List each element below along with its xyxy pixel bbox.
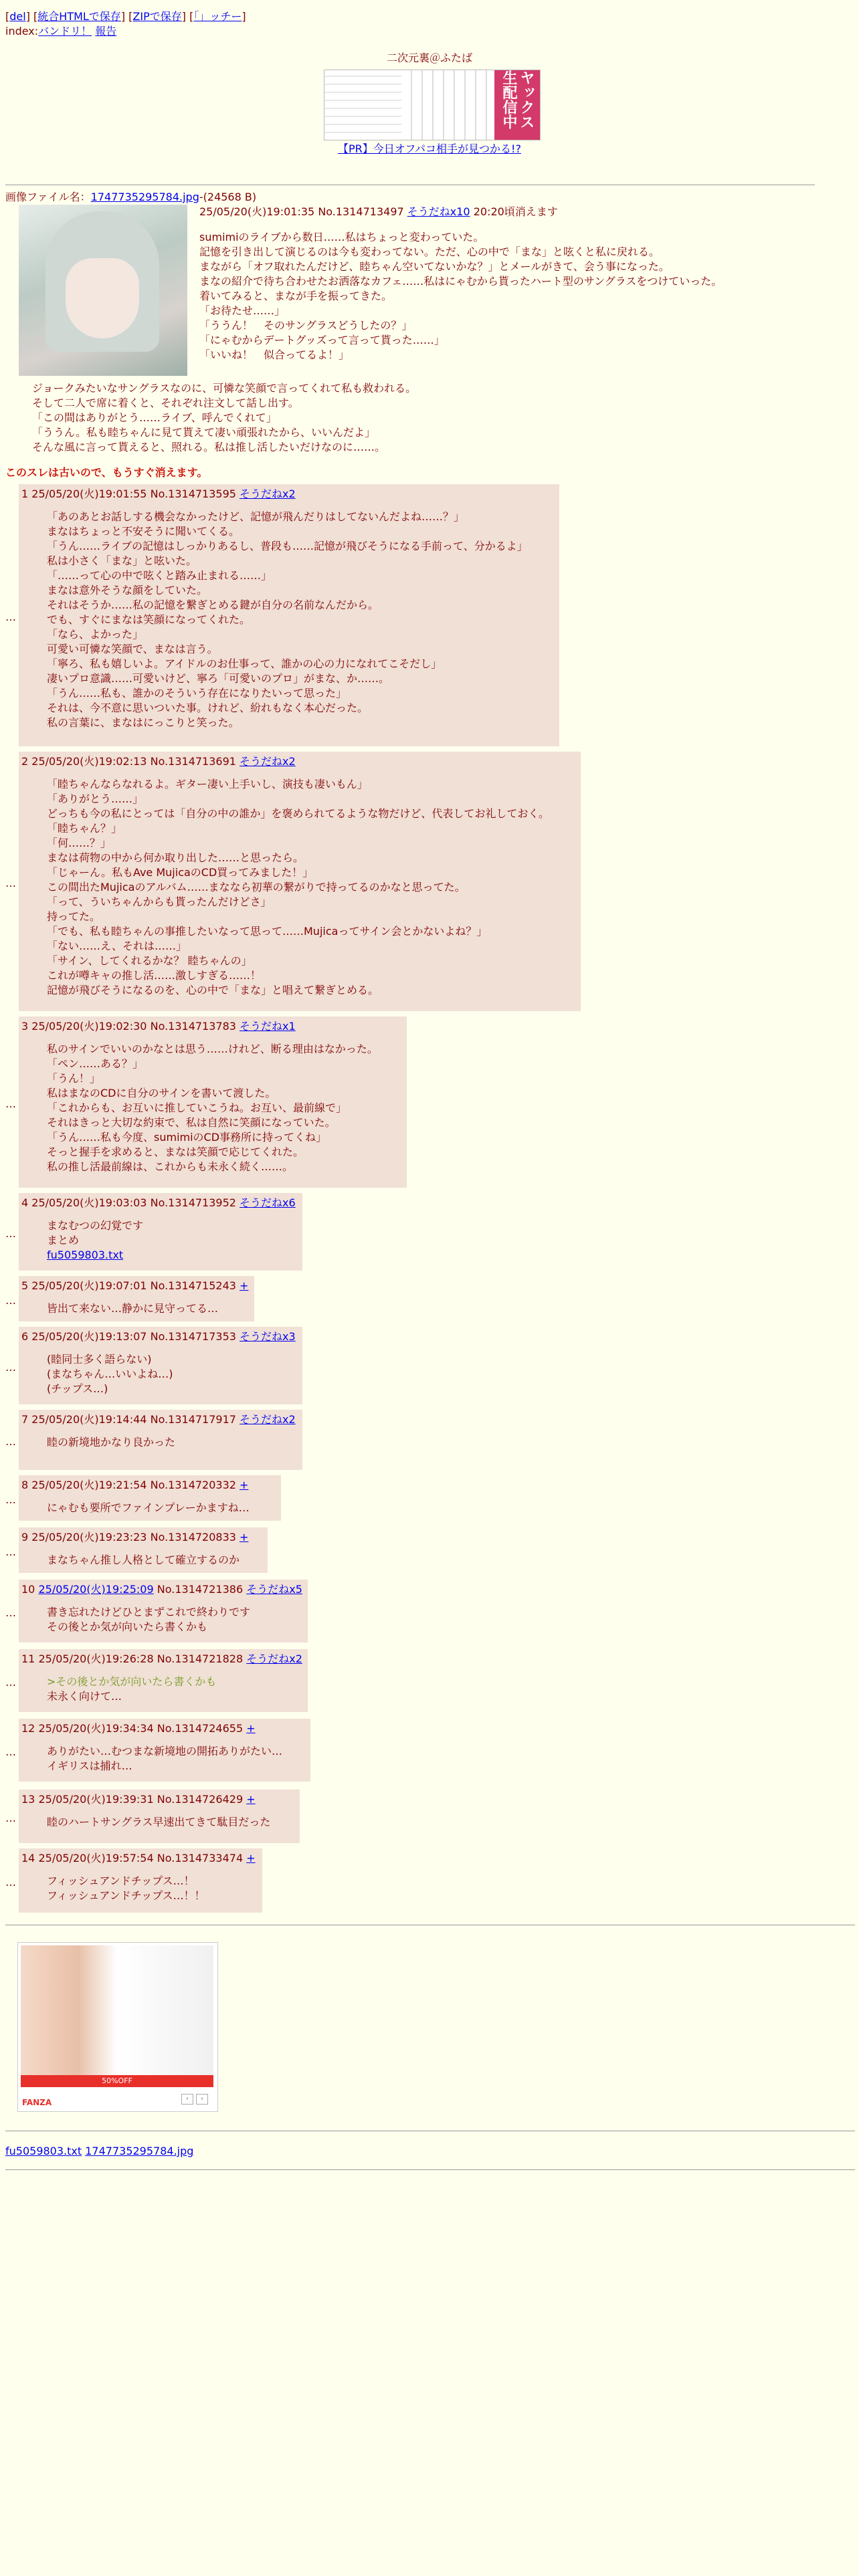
reply-body: 睦の新境地かなり良かった <box>47 1436 176 1448</box>
reply-no: No.1314720332 <box>150 1479 236 1491</box>
board-link[interactable]: バンドリ！ <box>38 25 92 37</box>
reply-post <box>19 1410 302 1470</box>
reply-indent-dots: … <box>5 611 16 623</box>
sod-button[interactable]: そうだねx1 <box>240 1020 296 1033</box>
reply-date: 25/05/20(火)19:57:54 <box>38 1852 154 1864</box>
reply-date: 25/05/20(火)19:23:23 <box>31 1531 147 1543</box>
op-expire: 20:20頃消えます <box>473 205 558 218</box>
reply-no: No.1314733474 <box>157 1852 244 1864</box>
sod-button[interactable]: そうだねx3 <box>240 1330 296 1343</box>
op-header <box>199 205 558 219</box>
reply-header <box>21 1582 302 1597</box>
reply-post <box>19 752 581 1011</box>
reply-number: 9 <box>21 1531 29 1543</box>
reply-number: 14 <box>21 1852 35 1864</box>
sod-button[interactable]: + <box>240 1279 249 1292</box>
sod-button[interactable]: そうだねx5 <box>246 1583 302 1596</box>
reply-header <box>21 754 296 769</box>
reply-number: 2 <box>21 755 29 768</box>
footer-file-link[interactable]: 1747735295784.jpg <box>85 2145 194 2157</box>
reply-header <box>21 1652 302 1667</box>
op-date: 25/05/20(火)19:01:35 <box>199 205 315 218</box>
reply-post <box>19 1580 308 1642</box>
ad-image[interactable] <box>21 1945 213 2086</box>
ad-next-button[interactable]: › <box>196 2094 208 2105</box>
reply-indent-dots: … <box>5 1227 16 1240</box>
reply-date: 25/05/20(火)19:03:03 <box>31 1196 147 1209</box>
pr-link-line <box>0 142 859 156</box>
save-html-link[interactable]: 統合HTMLで保存 <box>37 10 121 23</box>
reply-indent-dots: … <box>5 1545 16 1558</box>
attachment-link[interactable]: fu5059803.txt <box>47 1249 124 1261</box>
reply-indent-dots: … <box>5 1606 16 1619</box>
reply-no: No.1314724655 <box>157 1722 244 1735</box>
reply-header <box>21 1721 256 1736</box>
reply-date: 25/05/20(火)19:26:28 <box>38 1652 154 1665</box>
reply-header <box>21 487 296 502</box>
file-label: 画像ファイル名： <box>5 191 91 203</box>
reply-quote: >その後とか気が向いたら書くかも <box>47 1675 217 1688</box>
reply-post <box>19 1719 310 1782</box>
pr-banner[interactable] <box>324 70 541 140</box>
sod-button[interactable]: そうだねx2 <box>240 488 296 500</box>
reply-header <box>21 1851 256 1866</box>
reply-body: 睦のハートサングラス早速出てきて駄目だった <box>47 1816 271 1828</box>
reply-number: 4 <box>21 1196 29 1209</box>
sod-button[interactable]: + <box>240 1479 249 1491</box>
page-title: 二次元裏＠ふたば <box>386 51 472 64</box>
reply-date[interactable]: 25/05/20(火)19:25:09 <box>38 1583 154 1596</box>
reply-body: ありがたい…むつまな新境地の開拓ありがたい… イギリスは捕れ… <box>47 1745 283 1772</box>
file-size: -(24568 B) <box>199 191 257 203</box>
reply-body: フィッシュアンドチップス…！ フィッシュアンドチップス…！！ <box>47 1874 205 1902</box>
reply-date: 25/05/20(火)19:34:34 <box>38 1722 154 1735</box>
op-no: No.1314713497 <box>318 205 404 218</box>
divider <box>5 2169 855 2170</box>
index-line <box>5 24 116 39</box>
reply-indent-dots: … <box>5 877 16 889</box>
reply-number: 7 <box>21 1413 29 1426</box>
reply-date: 25/05/20(火)19:01:55 <box>31 488 147 500</box>
reply-no: No.1314713783 <box>150 1020 236 1033</box>
reply-post <box>19 1327 302 1404</box>
reply-post <box>19 1790 300 1843</box>
reply-post <box>19 1193 302 1271</box>
reply-post <box>19 1276 254 1321</box>
reply-indent-dots: … <box>5 1812 16 1824</box>
reply-header <box>21 1792 256 1807</box>
reply-date: 25/05/20(火)19:02:13 <box>31 755 147 768</box>
op-file-line <box>5 190 256 205</box>
ad-sale-label: 50%OFF <box>21 2075 213 2087</box>
reply-header <box>21 1279 248 1293</box>
reply-body: まなむつの幻覚です まとめ <box>47 1219 144 1247</box>
reply-no: No.1314721386 <box>157 1583 244 1596</box>
reply-no: No.1314721828 <box>157 1652 244 1665</box>
reply-post <box>19 1475 281 1521</box>
reply-indent-dots: … <box>5 1493 16 1506</box>
sod-button[interactable]: そうだねx2 <box>246 1652 302 1665</box>
top-links: [del] [統合HTMLで保存] [ZIPで保存] [「」ッチー] <box>5 10 246 23</box>
reply-header <box>21 1412 296 1427</box>
reply-indent-dots: … <box>5 1294 16 1307</box>
footer-file-link[interactable]: fu5059803.txt <box>5 2145 82 2157</box>
op-file-link[interactable]: 1747735295784.jpg <box>90 191 199 203</box>
reply-no: No.1314713691 <box>150 755 236 768</box>
reply-no: No.1314715243 <box>150 1279 236 1292</box>
op-sod-button[interactable]: そうだねx10 <box>407 205 470 218</box>
reply-date: 25/05/20(火)19:02:30 <box>31 1020 147 1033</box>
reply-date: 25/05/20(火)19:14:44 <box>31 1413 147 1426</box>
reply-date: 25/05/20(火)19:07:01 <box>31 1279 147 1292</box>
reply-post <box>19 1016 407 1188</box>
reply-number: 1 <box>21 488 29 500</box>
reply-date: 25/05/20(火)19:21:54 <box>31 1479 147 1491</box>
reply-body: 「睦ちゃんならなれるよ。ギター凄い上手いし、演技も凄いもん」 「ありがとう……」 どっちも今の私にとっては「自分の中の誰か」を褒められてるような物だけど、代表してお礼しておく。 「睦ちゃん？」 「何……？」 まなは荷物の中から何か取り出した……と思ったら。 「じゃーん。私もAve MujicaのCD買ってみました！」 この間出たMujicaのアルバム……まななら初華の繋がりで持ってるのかなと思ってた。 「って、ういちゃんからも貰ったんだけどさ」 持ってた。 「でも、私も睦ちゃんの事推したいなって思って……Mujicaってサイン会とかないよね？」 「ない……え、それは……」 「サイン、してくれるかな？ 睦ちゃんの」 これが噂キャの推し活……激しすぎる……！ 記憶が飛びそうになるのを、心の中で「まな」と唱えて繋ぎとめる。 <box>47 778 550 996</box>
banner-panel-2 <box>401 70 494 140</box>
reply-no: No.1314713952 <box>150 1196 236 1209</box>
ad-prev-button[interactable]: ‹ <box>181 2094 193 2105</box>
expiry-warning: このスレは古いので、もうすぐ消えます。 <box>5 466 208 479</box>
sod-button[interactable]: + <box>246 1722 256 1735</box>
op-thumbnail[interactable] <box>19 205 187 376</box>
ad-box[interactable] <box>17 1942 218 2112</box>
pr-link[interactable]: 【PR】今日オフパコ相手が見つかる!? <box>338 142 521 155</box>
reply-post <box>19 484 559 746</box>
reply-number: 3 <box>21 1020 29 1033</box>
reply-header <box>21 1478 248 1493</box>
reply-body: にゃむも要所でファインプレーかますね… <box>47 1501 250 1514</box>
reply-body: まなちゃん推し人格として確立するのか <box>47 1553 240 1566</box>
reply-indent-dots: … <box>5 1876 16 1889</box>
edge-link[interactable]: 「」ッチー <box>193 10 242 23</box>
reply-indent-dots: … <box>5 1745 16 1758</box>
reply-post <box>19 1527 268 1573</box>
reply-number: 12 <box>21 1722 35 1735</box>
banner-side-text: ヤックス生配信中 <box>494 70 540 140</box>
banner-panel-1 <box>324 70 401 140</box>
reply-no: No.1314717353 <box>150 1330 236 1343</box>
sod-button[interactable]: そうだねx2 <box>240 1413 296 1426</box>
reply-date: 25/05/20(火)19:39:31 <box>38 1793 154 1806</box>
reply-body: 書き忘れたけどひとまずこれで終わりです その後とか気が向いたら書くかも <box>47 1606 251 1633</box>
reply-body: 私のサインでいいのかなとは思う……けれど、断る理由はなかった。 「ペン……ある？」 「うん！」 私はまなのCDに自分のサインを書いて渡した。 「これからも、お互いに推していこうね。お互い、最前線で」 それはきっと大切な約束で、私は自然に笑顔になっていた。 「うん……私も今度、sumimiのCD事務所に持ってくね」 そっと握手を求めると、まなは笑顔で応じてくれた。 私の推し活最前線は、これからも未永く続く……。 <box>47 1043 378 1173</box>
reply-indent-dots: … <box>5 1676 16 1689</box>
reply-header <box>21 1329 296 1344</box>
save-zip-link[interactable]: ZIPで保存 <box>132 10 182 23</box>
reply-no: No.1314713595 <box>150 488 236 500</box>
sod-button[interactable]: + <box>240 1531 249 1543</box>
reply-post <box>19 1848 262 1913</box>
sod-button[interactable]: そうだねx2 <box>240 755 296 768</box>
reply-header <box>21 1196 296 1210</box>
footer-files <box>5 2144 193 2159</box>
reply-body: 皆出て来ない…静かに見守ってる… <box>47 1302 219 1315</box>
reply-post <box>19 1649 308 1712</box>
index-label: index: <box>5 25 39 37</box>
reply-no: No.1314726429 <box>157 1793 244 1806</box>
sod-button[interactable]: + <box>246 1852 256 1864</box>
reply-number: 5 <box>21 1279 29 1292</box>
reply-indent-dots: … <box>5 1097 16 1110</box>
reply-no: No.1314717917 <box>150 1413 236 1426</box>
reply-body: 未永く向けて… <box>47 1690 122 1703</box>
del-link[interactable]: del <box>9 10 26 23</box>
reply-body: 「あのあとお話しする機会なかったけど、記憶が飛んだりはしてないんだよね……？」 まなはちょっと不安そうに聞いてくる。 「うん……ライブの記憶はしっかりあるし、普段も……記憶が飛びそうになる手前って、分かるよ」 私は小さく「まな」と呟いた。 「……って心の中で呟くと踏み止まれる……」 まなは意外そうな顔をしていた。 それはそうか……私の記憶を繋ぎとめる鍵が自分の名前なんだから。 でも、すぐにまなは笑顔になってくれた。 「なら、よかった」 可愛い可憐な笑顔で、まなは言う。 「寧ろ、私も嬉しいよ。アイドルのお仕事って、誰かの心の力になれてこそだし」 凄いプロ意識……可愛いけど、寧ろ「可愛いのプロ」がまな、か……。 「うん……私も、誰かのそういう存在になりたいって思った」 それは、今不意に思いついた事。けれど、紛れもなく本心だった。 私の言葉に、まなはにっこりと笑った。 <box>47 510 528 729</box>
op-body-continued: ジョークみたいなサングラスなのに、可憐な笑顔で言ってくれて私も救われる。 そして二人で席に着くと、それぞれ注文して話し出す。 「この間はありがとう……ライブ、呼んでくれて」 「ううん。私も睦ちゃんに見て貰えて凄い頑張れたから、いいんだよ」 そんな風に言って貰えると、照れる。私は推し活したいだけなのに……。 <box>32 382 417 453</box>
reply-number: 13 <box>21 1793 35 1806</box>
reply-body: (睦同士多く語らない) (まなちゃん…いいよね…) (チップス…) <box>47 1353 173 1395</box>
reply-date: 25/05/20(火)19:13:07 <box>31 1330 147 1343</box>
reply-number: 8 <box>21 1479 29 1491</box>
reply-header <box>21 1019 296 1034</box>
reply-indent-dots: … <box>5 1435 16 1448</box>
thumb-face <box>66 258 139 338</box>
reply-number: 11 <box>21 1652 35 1665</box>
sod-button[interactable]: + <box>246 1793 256 1806</box>
ad-brand: FANZA <box>22 2098 52 2107</box>
report-link[interactable]: 報告 <box>95 25 117 37</box>
sod-button[interactable]: そうだねx6 <box>240 1196 296 1209</box>
reply-no: No.1314720833 <box>150 1531 236 1543</box>
op-body: sumimiのライブから数日……私はちょっと変わっていた。 記憶を引き出して演じるのは今も変わってない。ただ、心の中で「まな」と呟くと私に戻れる。 まながら「オフ取れたんだけど、睦ちゃん空いてないかな？」とメールがきて、会う事になった。 まなの紹介で待ち合わせたお洒落なカフェ……私はにゃむから貰ったハート型のサングラスをつけていった。 着いてみると、まなが手を振ってきた。 「お待たせ……」 「ううん！ そのサングラスどうしたの？」 「にゃむからデートグッズって言って貰った……」 「いいね！ 似合ってるよ！」 <box>199 231 723 361</box>
reply-number: 10 <box>21 1583 35 1596</box>
reply-indent-dots: … <box>5 1361 16 1374</box>
reply-number: 6 <box>21 1330 29 1343</box>
reply-header <box>21 1530 248 1545</box>
